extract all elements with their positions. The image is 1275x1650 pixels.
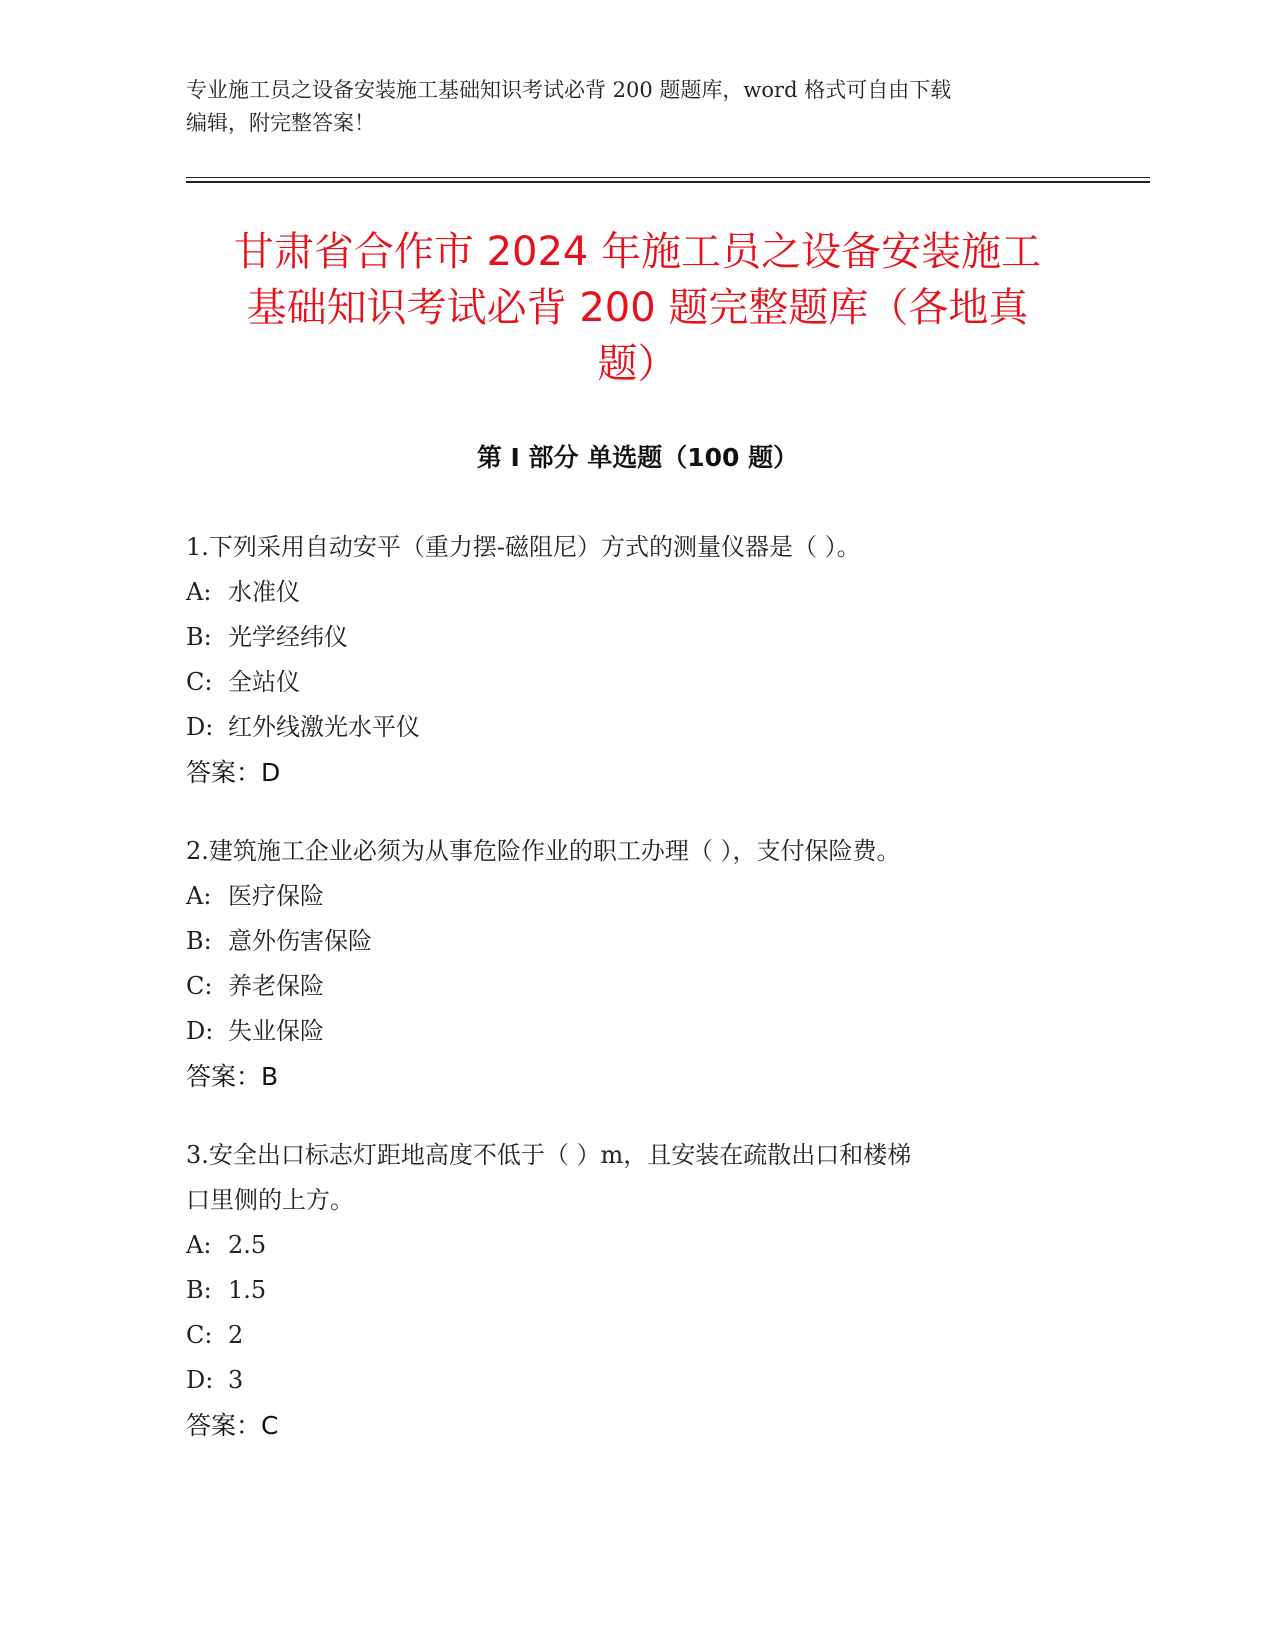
option-letter: A: xyxy=(186,882,212,910)
option-letter: B: xyxy=(186,1276,212,1304)
title-line: 基础知识考试必背 200 题完整题库（各地真 xyxy=(246,285,1029,331)
option-text: 3 xyxy=(228,1366,244,1394)
document-title xyxy=(186,224,1089,392)
header-note-line: 专业施工员之设备安装施工基础知识考试必背 200 题题库，word 格式可自由下载 xyxy=(186,78,952,102)
header-note xyxy=(186,74,1086,140)
question-1 xyxy=(186,525,1086,795)
answer: 答案：D xyxy=(186,758,281,787)
option-letter: B: xyxy=(186,927,212,955)
option-text: 养老保险 xyxy=(228,972,324,1000)
option-c xyxy=(186,964,1086,1009)
question-text: 3.安全出口标志灯距地高度不低于（ ）m，且安装在疏散出口和楼梯 xyxy=(186,1141,912,1169)
option-letter: D: xyxy=(186,713,214,741)
option-letter: C: xyxy=(186,1321,213,1349)
section-title: 第 I 部分 单选题（100 题） xyxy=(476,443,799,472)
question-list xyxy=(186,525,1086,1482)
option-b xyxy=(186,1268,1086,1313)
header-rule-thick xyxy=(186,181,1150,183)
option-letter: D: xyxy=(186,1017,214,1045)
option-letter: B: xyxy=(186,623,212,651)
option-a xyxy=(186,570,1086,615)
option-c xyxy=(186,1313,1086,1358)
header-note-line: 编辑，附完整答案！ xyxy=(186,111,375,135)
answer: 答案：B xyxy=(186,1062,279,1091)
option-b xyxy=(186,615,1086,660)
question-3 xyxy=(186,1133,1086,1448)
option-letter: D: xyxy=(186,1366,214,1394)
question-2 xyxy=(186,829,1086,1099)
option-letter: A: xyxy=(186,1231,212,1259)
option-letter: A: xyxy=(186,578,212,606)
question-text: 1.下列采用自动安平（重力摆-磁阻尼）方式的测量仪器是（ ）。 xyxy=(186,533,861,561)
option-a xyxy=(186,1223,1086,1268)
title-line: 题） xyxy=(597,341,678,387)
option-text: 光学经纬仪 xyxy=(228,623,348,651)
question-text: 2.建筑施工企业必须为从事危险作业的职工办理（ ），支付保险费。 xyxy=(186,837,901,865)
header-rule-thin xyxy=(186,177,1150,178)
option-letter: C: xyxy=(186,668,213,696)
option-text: 医疗保险 xyxy=(228,882,324,910)
option-d xyxy=(186,1009,1086,1054)
option-text: 红外线激光水平仪 xyxy=(228,713,420,741)
question-text-continued: 口里侧的上方。 xyxy=(186,1186,354,1214)
answer: 答案：C xyxy=(186,1411,279,1440)
option-c xyxy=(186,660,1086,705)
option-text: 2.5 xyxy=(228,1231,267,1259)
option-a xyxy=(186,874,1086,919)
option-text: 意外伤害保险 xyxy=(228,927,372,955)
option-text: 水准仪 xyxy=(228,578,300,606)
option-b xyxy=(186,919,1086,964)
option-text: 1.5 xyxy=(228,1276,267,1304)
option-text: 失业保险 xyxy=(228,1017,324,1045)
option-text: 2 xyxy=(228,1321,244,1349)
option-text: 全站仪 xyxy=(228,668,300,696)
option-letter: C: xyxy=(186,972,213,1000)
option-d xyxy=(186,1358,1086,1403)
title-line: 甘肃省合作市 2024 年施工员之设备安装施工 xyxy=(233,229,1042,275)
option-d xyxy=(186,705,1086,750)
